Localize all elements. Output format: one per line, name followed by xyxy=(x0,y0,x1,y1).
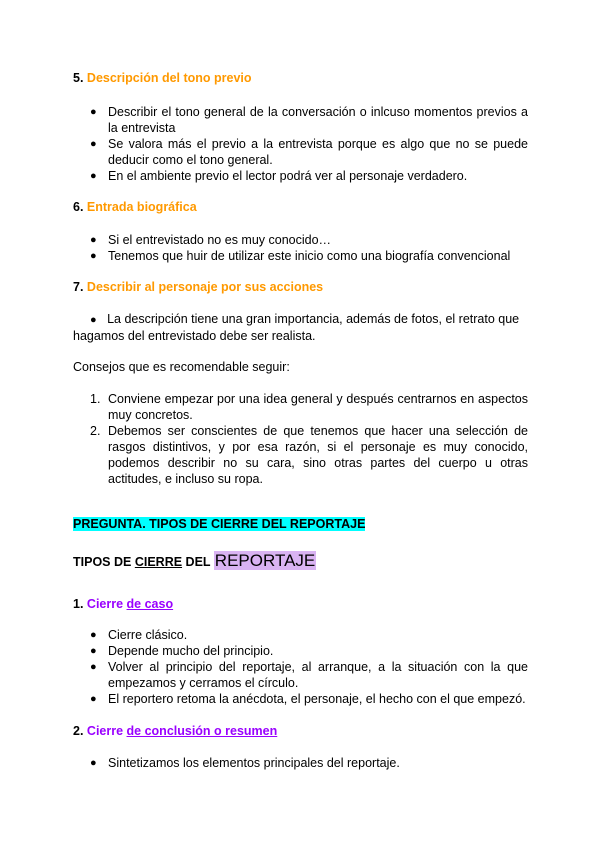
bullet-icon: ● xyxy=(90,645,97,657)
list-item: ● Depende mucho del principio. xyxy=(90,644,274,658)
list-item: ● Se valora más el previo a la entrevista porque es algo que no se puede deducir como el tono general. xyxy=(90,137,528,167)
reportaje-highlight: REPORTAJE xyxy=(214,551,316,570)
cierre2-heading: 2. Cierre de conclusión o resumen xyxy=(73,724,278,738)
bullet-icon: ● xyxy=(90,629,97,641)
bullet-icon: ● xyxy=(90,170,97,182)
list-item: ● Sintetizamos los elementos principales del reportaje. xyxy=(90,756,400,770)
list-item: ● Cierre clásico. xyxy=(90,628,188,642)
cierre2-list xyxy=(73,755,528,771)
list-item: ● Volver al principio del reportaje, al arranque, a la situación con la que empezamos y cerramos el círculo. xyxy=(90,660,528,690)
list-item: ● El reportero retoma la anécdota, el personaje, el hecho con el que empezó. xyxy=(90,692,526,706)
section5-title: Descripción del tono previo xyxy=(86,71,252,85)
list-item: ● Describir el tono general de la conversación o inlcuso momentos previos a la entrevista xyxy=(90,105,528,135)
cierre1-heading: 1. Cierre de caso xyxy=(73,597,174,611)
bullet-icon: ● xyxy=(90,314,97,326)
section5-heading xyxy=(73,71,528,86)
section7-number: 7. xyxy=(73,280,84,294)
advice-intro: Consejos que es recomendable seguir: xyxy=(73,360,290,374)
list-item: 1. Conviene empezar por una idea general y después centrarnos en aspectos muy concretos. xyxy=(90,392,528,422)
bullet-icon: ● xyxy=(90,757,97,769)
list-item: 2. Debemos ser conscientes de que tenemos que hacer una selección de rasgos distintivos, y por esa razón, si el personaje es muy conocido, podemos describir no su cara, sino otras partes del cuerpo u otras actitudes, e incluso su ropa. xyxy=(90,424,528,486)
bullet-icon: ● xyxy=(90,661,97,673)
section7-paragraph: ● La descripción tiene una gran importancia, además de fotos, el retrato que hagamos del entrevistado debe ser realista. xyxy=(73,312,520,343)
section5-number: 5. xyxy=(73,71,84,85)
tipos-heading: TIPOS DE CIERRE DEL REPORTAJE xyxy=(73,551,316,570)
question-banner xyxy=(73,517,528,531)
section6-number: 6. xyxy=(73,200,84,214)
bullet-icon: ● xyxy=(90,693,97,705)
section6-title: Entrada biográfica xyxy=(86,200,197,214)
bullet-icon: ● xyxy=(90,234,97,246)
list-item: ● En el ambiente previo el lector podrá ver al personaje verdadero. xyxy=(90,169,468,183)
question-text: PREGUNTA. TIPOS DE CIERRE DEL REPORTAJE xyxy=(73,517,366,531)
list-item: ● Si el entrevistado no es muy conocido… xyxy=(90,233,332,247)
bullet-icon: ● xyxy=(90,106,97,118)
section5-list xyxy=(73,104,528,184)
section7-heading xyxy=(73,280,528,295)
bullet-icon: ● xyxy=(90,250,97,262)
section6-list xyxy=(73,232,528,264)
bullet-icon: ● xyxy=(90,138,97,150)
section7-title: Describir al personaje por sus acciones xyxy=(86,280,324,294)
list-item: ● Tenemos que huir de utilizar este inicio como una biografía convencional xyxy=(90,249,511,263)
cierre1-list xyxy=(73,627,528,707)
advice-list xyxy=(73,391,528,487)
section6-heading xyxy=(73,200,528,215)
